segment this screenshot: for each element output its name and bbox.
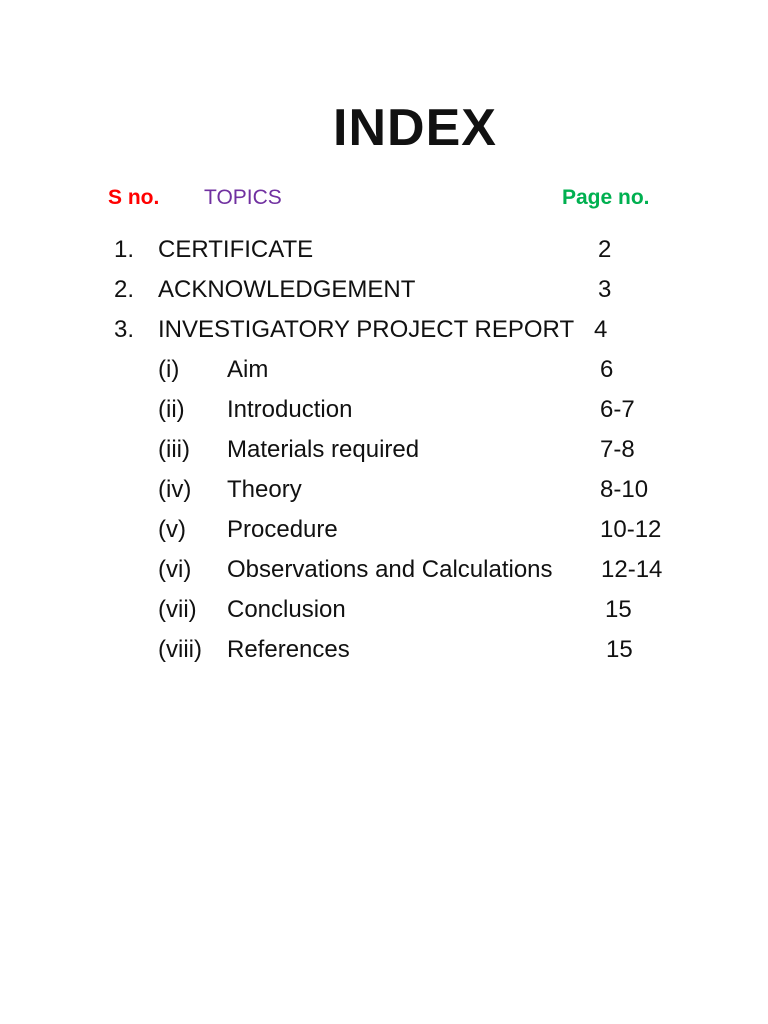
- row-number: 1.: [114, 236, 135, 263]
- subrow-number: (iv): [158, 476, 192, 503]
- row-number: 3.: [114, 316, 135, 343]
- subrow-topic: Aim: [227, 356, 269, 383]
- subrow-number: (v): [158, 516, 186, 543]
- subrow-number: (iii): [158, 436, 190, 463]
- index-subrow: [0, 436, 768, 476]
- header-page-no: Page no.: [562, 186, 650, 209]
- subrow-number: (ii): [158, 396, 185, 423]
- subrow-topic: Procedure: [227, 516, 338, 543]
- row-topic: CERTIFICATE: [158, 236, 314, 263]
- index-row: [0, 276, 768, 316]
- subrow-topic: Materials required: [227, 436, 420, 463]
- row-page: 3: [598, 276, 612, 303]
- index-subrow: [0, 396, 768, 436]
- subrow-number: (vi): [158, 556, 192, 583]
- row-page: 4: [594, 316, 608, 343]
- row-page: 2: [598, 236, 612, 263]
- subrow-topic: Theory: [227, 476, 302, 503]
- subrow-page: 6-7: [600, 396, 635, 423]
- subrow-page: 8-10: [600, 476, 649, 503]
- subrow-number: (viii): [158, 636, 202, 663]
- index-subrow: [0, 556, 768, 596]
- index-subrow: [0, 636, 768, 676]
- index-row: [0, 316, 768, 356]
- index-row: [0, 236, 768, 276]
- row-topic: INVESTIGATORY PROJECT REPORT: [158, 316, 575, 343]
- subrow-page: 10-12: [600, 516, 662, 543]
- subrow-topic: Observations and Calculations: [227, 556, 553, 583]
- index-subrow: [0, 356, 768, 396]
- header-topics: TOPICS: [204, 186, 282, 209]
- index-subrow: [0, 516, 768, 556]
- subrow-page: 15: [605, 596, 632, 623]
- subrow-page: 15: [606, 636, 633, 663]
- header-sno: S no.: [108, 186, 160, 209]
- subrow-number: (vii): [158, 596, 197, 623]
- row-topic: ACKNOWLEDGEMENT: [158, 276, 416, 303]
- row-number: 2.: [114, 276, 135, 303]
- page-title: INDEX: [333, 99, 497, 157]
- index-subrow: [0, 596, 768, 636]
- subrow-topic: Introduction: [227, 396, 353, 423]
- subrow-page: 6: [600, 356, 614, 383]
- subrow-topic: References: [227, 636, 350, 663]
- subrow-page: 7-8: [600, 436, 635, 463]
- subrow-number: (i): [158, 356, 180, 383]
- index-subrow: [0, 476, 768, 516]
- subrow-topic: Conclusion: [227, 596, 346, 623]
- subrow-page: 12-14: [601, 556, 663, 583]
